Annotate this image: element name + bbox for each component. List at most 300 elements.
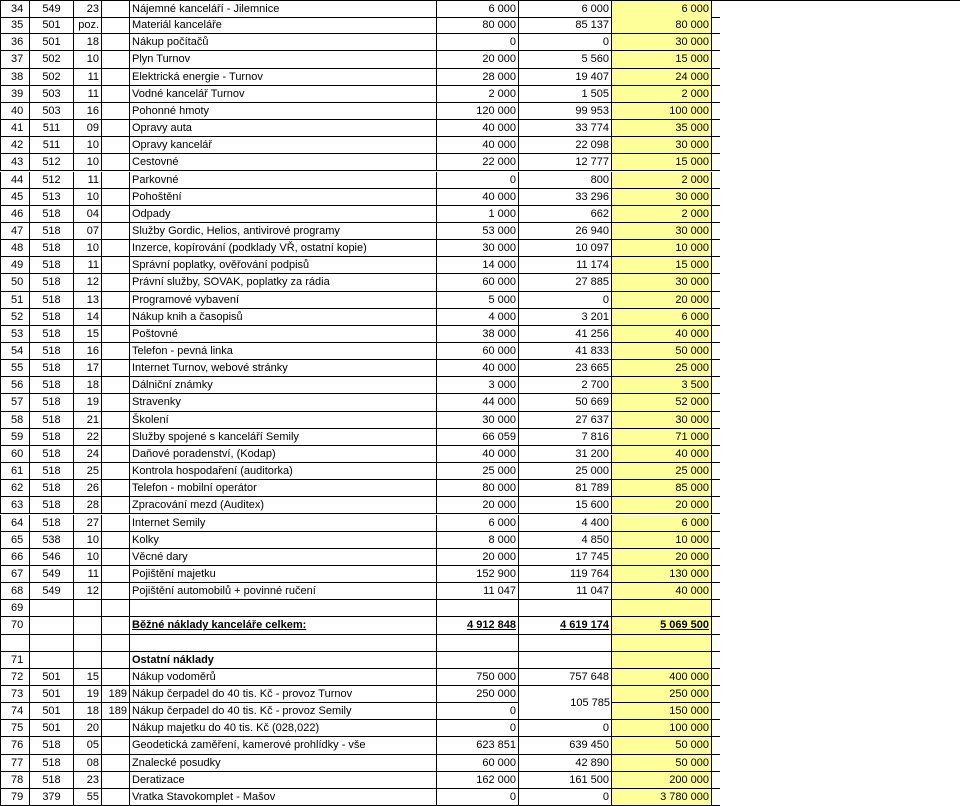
extra-code-cell[interactable] xyxy=(102,429,130,446)
row-number-cell[interactable]: 36 xyxy=(0,34,30,51)
account-cell[interactable]: 511 xyxy=(30,137,74,154)
value-a-cell[interactable]: 60 000 xyxy=(437,274,519,291)
value-a-cell[interactable]: 8 000 xyxy=(437,532,519,549)
account-cell[interactable]: 518 xyxy=(30,309,74,326)
value-b-cell[interactable]: 11 047 xyxy=(519,583,612,600)
value-c-cell[interactable]: 10 000 xyxy=(612,532,712,549)
value-a-cell[interactable]: 11 047 xyxy=(437,583,519,600)
row-number-cell[interactable]: 39 xyxy=(0,86,30,103)
sub-account-cell[interactable] xyxy=(74,652,102,669)
account-cell[interactable]: 502 xyxy=(30,51,74,68)
value-c-cell[interactable]: 15 000 xyxy=(612,154,712,171)
item-name-cell[interactable]: Znalecké posudky xyxy=(130,755,437,772)
value-c-cell[interactable]: 80 000 xyxy=(612,17,712,34)
value-b-cell[interactable]: 0 xyxy=(519,292,612,309)
sub-account-cell[interactable]: 10 xyxy=(74,549,102,566)
value-c-cell[interactable]: 30 000 xyxy=(612,274,712,291)
item-name-cell[interactable]: Právní služby, SOVAK, poplatky za rádia xyxy=(130,274,437,291)
value-b-cell[interactable]: 800 xyxy=(519,172,612,189)
account-cell[interactable] xyxy=(30,635,74,652)
row-number-cell[interactable]: 46 xyxy=(0,206,30,223)
value-b-cell[interactable]: 1 505 xyxy=(519,86,612,103)
item-name-cell[interactable]: Správní poplatky, ověřování podpisů xyxy=(130,257,437,274)
value-b-cell[interactable]: 19 407 xyxy=(519,69,612,86)
account-cell[interactable]: 546 xyxy=(30,549,74,566)
sub-account-cell[interactable]: 18 xyxy=(74,34,102,51)
row-number-cell[interactable]: 57 xyxy=(0,394,30,411)
account-cell[interactable]: 549 xyxy=(30,1,74,18)
extra-code-cell[interactable] xyxy=(102,772,130,789)
extra-code-cell[interactable] xyxy=(102,549,130,566)
account-cell[interactable]: 513 xyxy=(30,189,74,206)
account-cell[interactable]: 518 xyxy=(30,274,74,291)
item-name-cell[interactable]: Běžné náklady kanceláře celkem: xyxy=(130,617,437,634)
value-a-cell[interactable]: 0 xyxy=(437,34,519,51)
item-name-cell[interactable]: Opravy auta xyxy=(130,120,437,137)
item-name-cell[interactable]: Vratka Stavokomplet - Mašov xyxy=(130,789,437,806)
value-c-cell[interactable]: 6 000 xyxy=(612,515,712,532)
value-c-cell[interactable]: 30 000 xyxy=(612,412,712,429)
sub-account-cell[interactable]: 16 xyxy=(74,343,102,360)
item-name-cell[interactable]: Nákup počítačů xyxy=(130,34,437,51)
row-number-cell[interactable]: 55 xyxy=(0,360,30,377)
extra-code-cell[interactable] xyxy=(102,257,130,274)
value-b-cell[interactable]: 41 833 xyxy=(519,343,612,360)
value-b-cell[interactable]: 0 xyxy=(519,720,612,737)
value-b-cell[interactable]: 2 700 xyxy=(519,377,612,394)
row-number-cell[interactable]: 72 xyxy=(0,669,30,686)
account-cell[interactable]: 501 xyxy=(30,17,74,34)
sub-account-cell[interactable] xyxy=(74,600,102,617)
value-a-cell[interactable] xyxy=(437,600,519,617)
account-cell[interactable]: 518 xyxy=(30,206,74,223)
extra-code-cell[interactable] xyxy=(102,326,130,343)
value-a-cell[interactable]: 80 000 xyxy=(437,480,519,497)
row-number-cell[interactable]: 40 xyxy=(0,103,30,120)
value-c-cell[interactable]: 25 000 xyxy=(612,463,712,480)
item-name-cell[interactable]: Internet Semily xyxy=(130,515,437,532)
account-cell[interactable]: 518 xyxy=(30,480,74,497)
item-name-cell[interactable]: Pohoštění xyxy=(130,189,437,206)
sub-account-cell[interactable] xyxy=(74,617,102,634)
value-c-cell[interactable]: 40 000 xyxy=(612,446,712,463)
extra-code-cell[interactable] xyxy=(102,497,130,514)
value-b-cell[interactable]: 85 137 xyxy=(519,17,612,34)
extra-code-cell[interactable] xyxy=(102,360,130,377)
value-b-cell[interactable]: 757 648 xyxy=(519,669,612,686)
account-cell[interactable]: 518 xyxy=(30,515,74,532)
item-name-cell[interactable]: Kolky xyxy=(130,532,437,549)
account-cell[interactable]: 501 xyxy=(30,703,74,720)
value-a-cell[interactable]: 20 000 xyxy=(437,51,519,68)
row-number-cell[interactable]: 52 xyxy=(0,309,30,326)
value-a-cell[interactable]: 30 000 xyxy=(437,412,519,429)
row-number-cell[interactable] xyxy=(0,635,30,652)
item-name-cell[interactable]: Materiál kanceláře xyxy=(130,17,437,34)
row-number-cell[interactable]: 65 xyxy=(0,532,30,549)
item-name-cell[interactable]: Elektrická energie - Turnov xyxy=(130,69,437,86)
value-c-cell[interactable]: 15 000 xyxy=(612,51,712,68)
sub-account-cell[interactable]: 05 xyxy=(74,737,102,754)
value-c-cell[interactable]: 25 000 xyxy=(612,360,712,377)
extra-code-cell[interactable] xyxy=(102,446,130,463)
account-cell[interactable]: 501 xyxy=(30,720,74,737)
item-name-cell[interactable]: Poštovné xyxy=(130,326,437,343)
extra-code-cell[interactable] xyxy=(102,223,130,240)
row-number-cell[interactable]: 66 xyxy=(0,549,30,566)
item-name-cell[interactable]: Parkovné xyxy=(130,172,437,189)
sub-account-cell[interactable]: 12 xyxy=(74,274,102,291)
sub-account-cell[interactable]: 19 xyxy=(74,394,102,411)
item-name-cell[interactable]: Dálniční známky xyxy=(130,377,437,394)
value-b-cell[interactable]: 27 637 xyxy=(519,412,612,429)
item-name-cell[interactable]: Služby Gordic, Helios, antivirové programy xyxy=(130,223,437,240)
account-cell[interactable]: 502 xyxy=(30,69,74,86)
item-name-cell[interactable]: Kontrola hospodaření (auditorka) xyxy=(130,463,437,480)
extra-code-cell[interactable] xyxy=(102,206,130,223)
extra-code-cell[interactable] xyxy=(102,103,130,120)
account-cell[interactable]: 538 xyxy=(30,532,74,549)
sub-account-cell[interactable]: 12 xyxy=(74,583,102,600)
account-cell[interactable]: 518 xyxy=(30,412,74,429)
sub-account-cell[interactable]: 27 xyxy=(74,515,102,532)
value-a-cell[interactable]: 14 000 xyxy=(437,257,519,274)
value-c-cell[interactable] xyxy=(612,600,712,617)
value-b-cell[interactable]: 23 665 xyxy=(519,360,612,377)
value-a-cell[interactable]: 4 912 848 xyxy=(437,617,519,634)
account-cell[interactable]: 518 xyxy=(30,257,74,274)
row-number-cell[interactable]: 44 xyxy=(0,172,30,189)
value-b-cell[interactable]: 4 850 xyxy=(519,532,612,549)
extra-code-cell[interactable] xyxy=(102,120,130,137)
row-number-cell[interactable]: 74 xyxy=(0,703,30,720)
value-b-cell[interactable]: 33 296 xyxy=(519,189,612,206)
value-c-cell[interactable]: 40 000 xyxy=(612,583,712,600)
extra-code-cell[interactable] xyxy=(102,51,130,68)
account-cell[interactable]: 518 xyxy=(30,755,74,772)
value-c-cell[interactable]: 6 000 xyxy=(612,1,712,18)
extra-code-cell[interactable] xyxy=(102,532,130,549)
sub-account-cell[interactable]: 19 xyxy=(74,686,102,703)
account-cell[interactable]: 518 xyxy=(30,394,74,411)
sub-account-cell[interactable]: 16 xyxy=(74,103,102,120)
account-cell[interactable]: 501 xyxy=(30,669,74,686)
row-number-cell[interactable]: 77 xyxy=(0,755,30,772)
value-b-cell[interactable]: 12 777 xyxy=(519,154,612,171)
extra-code-cell[interactable] xyxy=(102,240,130,257)
item-name-cell[interactable]: Nákup knih a časopisů xyxy=(130,309,437,326)
sub-account-cell[interactable]: 23 xyxy=(74,772,102,789)
value-a-cell[interactable]: 6 000 xyxy=(437,515,519,532)
item-name-cell[interactable]: Služby spojené s kanceláří Semily xyxy=(130,429,437,446)
sub-account-cell[interactable]: poz. xyxy=(74,17,102,34)
row-number-cell[interactable]: 38 xyxy=(0,69,30,86)
extra-code-cell[interactable] xyxy=(102,69,130,86)
value-a-cell[interactable]: 22 000 xyxy=(437,154,519,171)
extra-code-cell[interactable] xyxy=(102,34,130,51)
value-c-cell[interactable]: 100 000 xyxy=(612,720,712,737)
value-b-cell[interactable]: 31 200 xyxy=(519,446,612,463)
sub-account-cell[interactable]: 07 xyxy=(74,223,102,240)
value-c-cell[interactable]: 130 000 xyxy=(612,566,712,583)
value-b-cell[interactable]: 161 500 xyxy=(519,772,612,789)
item-name-cell[interactable]: Programové vybavení xyxy=(130,292,437,309)
sub-account-cell[interactable]: 24 xyxy=(74,446,102,463)
extra-code-cell[interactable] xyxy=(102,86,130,103)
sub-account-cell[interactable]: 14 xyxy=(74,309,102,326)
item-name-cell[interactable]: Nákup majetku do 40 tis. Kč (028,022) xyxy=(130,720,437,737)
value-c-cell[interactable]: 71 000 xyxy=(612,429,712,446)
value-c-cell[interactable]: 5 069 500 xyxy=(612,617,712,634)
value-c-cell[interactable]: 24 000 xyxy=(612,69,712,86)
value-a-cell[interactable]: 3 000 xyxy=(437,377,519,394)
value-b-cell[interactable]: 26 940 xyxy=(519,223,612,240)
row-number-cell[interactable]: 61 xyxy=(0,463,30,480)
account-cell[interactable]: 518 xyxy=(30,463,74,480)
extra-code-cell[interactable] xyxy=(102,463,130,480)
value-a-cell[interactable]: 0 xyxy=(437,703,519,720)
value-c-cell[interactable]: 30 000 xyxy=(612,34,712,51)
value-a-cell[interactable]: 66 059 xyxy=(437,429,519,446)
value-b-cell[interactable]: 25 000 xyxy=(519,463,612,480)
row-number-cell[interactable]: 68 xyxy=(0,583,30,600)
item-name-cell[interactable]: Nákup čerpadel do 40 tis. Kč - provoz Semily xyxy=(130,703,437,720)
row-number-cell[interactable]: 56 xyxy=(0,377,30,394)
value-a-cell[interactable]: 0 xyxy=(437,720,519,737)
item-name-cell[interactable]: Pohonné hmoty xyxy=(130,103,437,120)
account-cell[interactable] xyxy=(30,617,74,634)
account-cell[interactable]: 503 xyxy=(30,86,74,103)
sub-account-cell[interactable]: 25 xyxy=(74,463,102,480)
row-number-cell[interactable]: 34 xyxy=(0,1,30,18)
item-name-cell[interactable]: Ostatní náklady xyxy=(130,652,437,669)
account-cell[interactable]: 518 xyxy=(30,429,74,446)
extra-code-cell[interactable] xyxy=(102,635,130,652)
item-name-cell[interactable]: Telefon - pevná linka xyxy=(130,343,437,360)
item-name-cell[interactable]: Opravy kancelář xyxy=(130,137,437,154)
value-b-cell[interactable]: 17 745 xyxy=(519,549,612,566)
value-a-cell[interactable]: 25 000 xyxy=(437,463,519,480)
value-a-cell[interactable] xyxy=(437,635,519,652)
value-b-cell[interactable]: 3 201 xyxy=(519,309,612,326)
row-number-cell[interactable]: 49 xyxy=(0,257,30,274)
value-b-cell[interactable]: 639 450 xyxy=(519,737,612,754)
value-b-cell[interactable]: 4 619 174 xyxy=(519,617,612,634)
account-cell[interactable]: 549 xyxy=(30,566,74,583)
value-b-cell[interactable]: 119 764 xyxy=(519,566,612,583)
account-cell[interactable]: 512 xyxy=(30,172,74,189)
value-a-cell[interactable]: 28 000 xyxy=(437,69,519,86)
extra-code-cell[interactable] xyxy=(102,583,130,600)
extra-code-cell[interactable] xyxy=(102,652,130,669)
sub-account-cell[interactable]: 04 xyxy=(74,206,102,223)
sub-account-cell[interactable]: 28 xyxy=(74,497,102,514)
value-c-cell[interactable]: 20 000 xyxy=(612,497,712,514)
sub-account-cell[interactable]: 09 xyxy=(74,120,102,137)
value-c-cell[interactable] xyxy=(612,652,712,669)
sub-account-cell[interactable]: 17 xyxy=(74,360,102,377)
extra-code-cell[interactable] xyxy=(102,412,130,429)
account-cell[interactable]: 379 xyxy=(30,789,74,806)
row-number-cell[interactable]: 76 xyxy=(0,737,30,754)
value-a-cell[interactable]: 40 000 xyxy=(437,189,519,206)
value-b-cell[interactable]: 4 400 xyxy=(519,515,612,532)
item-name-cell[interactable]: Deratizace xyxy=(130,772,437,789)
value-b-cell[interactable]: 99 953 xyxy=(519,103,612,120)
value-c-cell[interactable]: 20 000 xyxy=(612,292,712,309)
sub-account-cell[interactable]: 11 xyxy=(74,257,102,274)
value-a-cell[interactable]: 750 000 xyxy=(437,669,519,686)
value-a-cell[interactable]: 4 000 xyxy=(437,309,519,326)
extra-code-cell[interactable] xyxy=(102,755,130,772)
extra-code-cell[interactable] xyxy=(102,292,130,309)
row-number-cell[interactable]: 41 xyxy=(0,120,30,137)
row-number-cell[interactable]: 43 xyxy=(0,154,30,171)
sub-account-cell[interactable]: 20 xyxy=(74,720,102,737)
row-number-cell[interactable]: 62 xyxy=(0,480,30,497)
value-c-cell[interactable]: 6 000 xyxy=(612,309,712,326)
value-c-cell[interactable]: 400 000 xyxy=(612,669,712,686)
value-a-cell[interactable]: 162 000 xyxy=(437,772,519,789)
account-cell[interactable]: 518 xyxy=(30,292,74,309)
value-c-cell[interactable]: 35 000 xyxy=(612,120,712,137)
extra-code-cell[interactable]: 189 xyxy=(102,703,130,720)
row-number-cell[interactable]: 48 xyxy=(0,240,30,257)
value-b-cell[interactable]: 42 890 xyxy=(519,755,612,772)
value-a-cell[interactable]: 60 000 xyxy=(437,755,519,772)
sub-account-cell[interactable]: 11 xyxy=(74,566,102,583)
row-number-cell[interactable]: 63 xyxy=(0,497,30,514)
value-c-cell[interactable]: 50 000 xyxy=(612,737,712,754)
extra-code-cell[interactable] xyxy=(102,480,130,497)
extra-code-cell[interactable] xyxy=(102,172,130,189)
value-a-cell[interactable]: 5 000 xyxy=(437,292,519,309)
sub-account-cell[interactable]: 10 xyxy=(74,137,102,154)
sub-account-cell[interactable]: 15 xyxy=(74,669,102,686)
value-a-cell[interactable]: 40 000 xyxy=(437,446,519,463)
value-c-cell[interactable]: 2 000 xyxy=(612,86,712,103)
value-a-cell[interactable]: 40 000 xyxy=(437,137,519,154)
value-c-cell[interactable]: 50 000 xyxy=(612,755,712,772)
extra-code-cell[interactable] xyxy=(102,137,130,154)
sub-account-cell[interactable]: 23 xyxy=(74,1,102,18)
item-name-cell[interactable]: Cestovné xyxy=(130,154,437,171)
account-cell[interactable] xyxy=(30,652,74,669)
sub-account-cell[interactable]: 26 xyxy=(74,480,102,497)
extra-code-cell[interactable] xyxy=(102,17,130,34)
row-number-cell[interactable]: 54 xyxy=(0,343,30,360)
value-c-cell[interactable]: 15 000 xyxy=(612,257,712,274)
extra-code-cell[interactable] xyxy=(102,515,130,532)
value-c-cell[interactable]: 200 000 xyxy=(612,772,712,789)
value-c-cell[interactable]: 2 000 xyxy=(612,206,712,223)
row-number-cell[interactable]: 70 xyxy=(0,617,30,634)
extra-code-cell[interactable] xyxy=(102,617,130,634)
value-c-cell[interactable]: 40 000 xyxy=(612,326,712,343)
account-cell[interactable]: 511 xyxy=(30,120,74,137)
item-name-cell[interactable]: Plyn Turnov xyxy=(130,51,437,68)
value-b-cell[interactable] xyxy=(519,635,612,652)
row-number-cell[interactable]: 53 xyxy=(0,326,30,343)
sub-account-cell[interactable]: 11 xyxy=(74,172,102,189)
account-cell[interactable]: 501 xyxy=(30,34,74,51)
sub-account-cell[interactable]: 11 xyxy=(74,69,102,86)
row-number-cell[interactable]: 79 xyxy=(0,789,30,806)
value-b-cell[interactable]: 81 789 xyxy=(519,480,612,497)
sub-account-cell[interactable]: 21 xyxy=(74,412,102,429)
row-number-cell[interactable]: 75 xyxy=(0,720,30,737)
value-b-cell[interactable]: 0 xyxy=(519,34,612,51)
extra-code-cell[interactable] xyxy=(102,1,130,18)
item-name-cell[interactable]: Nájemné kanceláří - Jilemnice xyxy=(130,1,437,18)
value-a-cell[interactable]: 1 000 xyxy=(437,206,519,223)
extra-code-cell[interactable] xyxy=(102,789,130,806)
item-name-cell[interactable]: Internet Turnov, webové stránky xyxy=(130,360,437,377)
extra-code-cell[interactable] xyxy=(102,720,130,737)
value-c-cell[interactable]: 30 000 xyxy=(612,137,712,154)
value-b-cell[interactable]: 662 xyxy=(519,206,612,223)
row-number-cell[interactable]: 58 xyxy=(0,412,30,429)
value-c-cell[interactable]: 30 000 xyxy=(612,189,712,206)
account-cell[interactable]: 518 xyxy=(30,240,74,257)
account-cell[interactable]: 518 xyxy=(30,326,74,343)
row-number-cell[interactable]: 67 xyxy=(0,566,30,583)
extra-code-cell[interactable] xyxy=(102,737,130,754)
account-cell[interactable]: 518 xyxy=(30,446,74,463)
value-b-cell[interactable]: 15 600 xyxy=(519,497,612,514)
value-a-cell[interactable]: 40 000 xyxy=(437,120,519,137)
sub-account-cell[interactable]: 18 xyxy=(74,377,102,394)
extra-code-cell[interactable] xyxy=(102,600,130,617)
sub-account-cell[interactable]: 22 xyxy=(74,429,102,446)
item-name-cell[interactable]: Stravenky xyxy=(130,394,437,411)
row-number-cell[interactable]: 35 xyxy=(0,17,30,34)
account-cell[interactable]: 518 xyxy=(30,772,74,789)
row-number-cell[interactable]: 64 xyxy=(0,515,30,532)
account-cell[interactable]: 518 xyxy=(30,360,74,377)
account-cell[interactable]: 549 xyxy=(30,583,74,600)
row-number-cell[interactable]: 73 xyxy=(0,686,30,703)
row-number-cell[interactable]: 71 xyxy=(0,652,30,669)
value-c-cell[interactable]: 150 000 xyxy=(612,703,712,720)
value-a-cell[interactable]: 2 000 xyxy=(437,86,519,103)
value-b-cell[interactable]: 41 256 xyxy=(519,326,612,343)
value-b-cell[interactable]: 0 xyxy=(519,789,612,806)
value-a-cell[interactable]: 0 xyxy=(437,789,519,806)
account-cell[interactable]: 518 xyxy=(30,223,74,240)
item-name-cell[interactable]: Nákup čerpadel do 40 tis. Kč - provoz Turnov xyxy=(130,686,437,703)
value-b-cell[interactable]: 5 560 xyxy=(519,51,612,68)
value-a-cell[interactable]: 623 851 xyxy=(437,737,519,754)
value-c-cell[interactable]: 30 000 xyxy=(612,223,712,240)
value-b-cell[interactable]: 10 097 xyxy=(519,240,612,257)
item-name-cell[interactable]: Geodetická zaměření, kamerové prohlídky - vše xyxy=(130,737,437,754)
sub-account-cell[interactable]: 08 xyxy=(74,755,102,772)
account-cell[interactable]: 518 xyxy=(30,343,74,360)
extra-code-cell[interactable] xyxy=(102,274,130,291)
value-a-cell[interactable]: 80 000 xyxy=(437,17,519,34)
value-b-cell[interactable]: 6 000 xyxy=(519,1,612,18)
value-a-cell[interactable]: 0 xyxy=(437,172,519,189)
extra-code-cell[interactable] xyxy=(102,669,130,686)
value-c-cell[interactable]: 3 780 000 xyxy=(612,789,712,806)
extra-code-cell[interactable] xyxy=(102,343,130,360)
extra-code-cell[interactable] xyxy=(102,377,130,394)
value-c-cell[interactable]: 10 000 xyxy=(612,240,712,257)
value-a-cell[interactable]: 250 000 xyxy=(437,686,519,703)
sub-account-cell[interactable]: 10 xyxy=(74,154,102,171)
extra-code-cell[interactable] xyxy=(102,566,130,583)
